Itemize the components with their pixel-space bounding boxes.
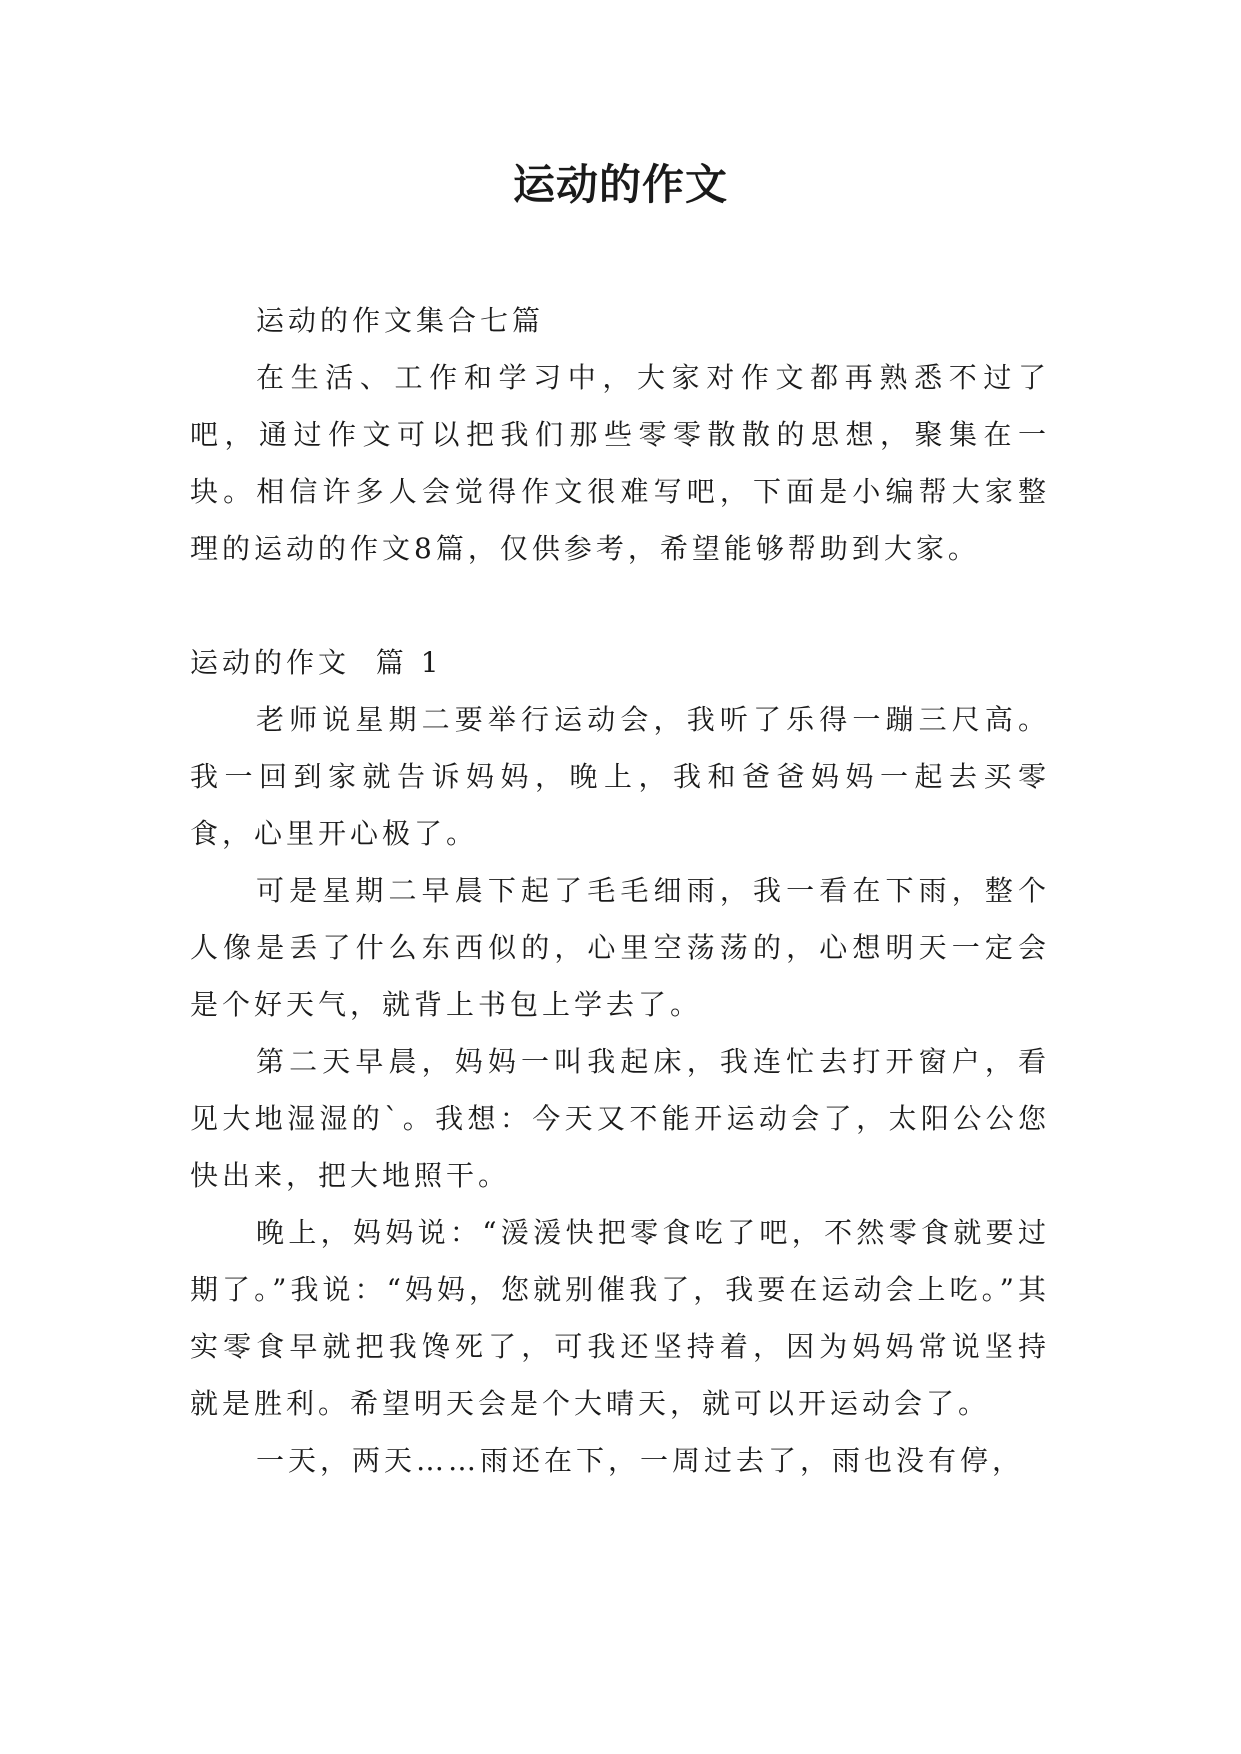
body-paragraph: 可是星期二早晨下起了毛毛细雨，我一看在下雨，整个人像是丢了什么东西似的，心里空荡荡的，心想明天一定会是个好天气，就背上书包上学去了。	[190, 874, 1050, 1021]
intro-paragraph: 在生活、工作和学习中，大家对作文都再熟悉不过了吧，通过作文可以把我们那些零零散散的思想，聚集在一块。相信许多人会觉得作文很难写吧，下面是小编帮大家整理的运动的作文8篇，仅供参考，希望能够帮助到大家。	[190, 361, 1050, 565]
body-paragraph: 老师说星期二要举行运动会，我听了乐得一蹦三尺高。我一回到家就告诉妈妈，晚上，我和爸爸妈妈一起去买零食，心里开心极了。	[190, 703, 1050, 850]
body-paragraph: 晚上，妈妈说：“湲湲快把零食吃了吧，不然零食就要过期了。”我说：“妈妈，您就别催我了，我要在运动会上吃。”其实零食早就把我馋死了，可我还坚持着，因为妈妈常说坚持就是胜利。希望明天会是个大晴天，就可以开运动会了。	[190, 1216, 1050, 1420]
body-paragraph: 一天，两天……雨还在下，一周过去了，雨也没有停，	[256, 1444, 1025, 1477]
body-paragraph: 第二天早晨，妈妈一叫我起床，我连忙去打开窗户，看见大地湿湿的`。我想：今天又不能开运动会了，太阳公公您快出来，把大地照干。	[190, 1045, 1050, 1192]
document-subtitle: 运动的作文集合七篇	[256, 304, 545, 337]
document-title: 运动的作文	[512, 160, 728, 209]
section-heading: 运动的作文 篇 1	[190, 646, 443, 679]
document-body	[190, 292, 1050, 1489]
